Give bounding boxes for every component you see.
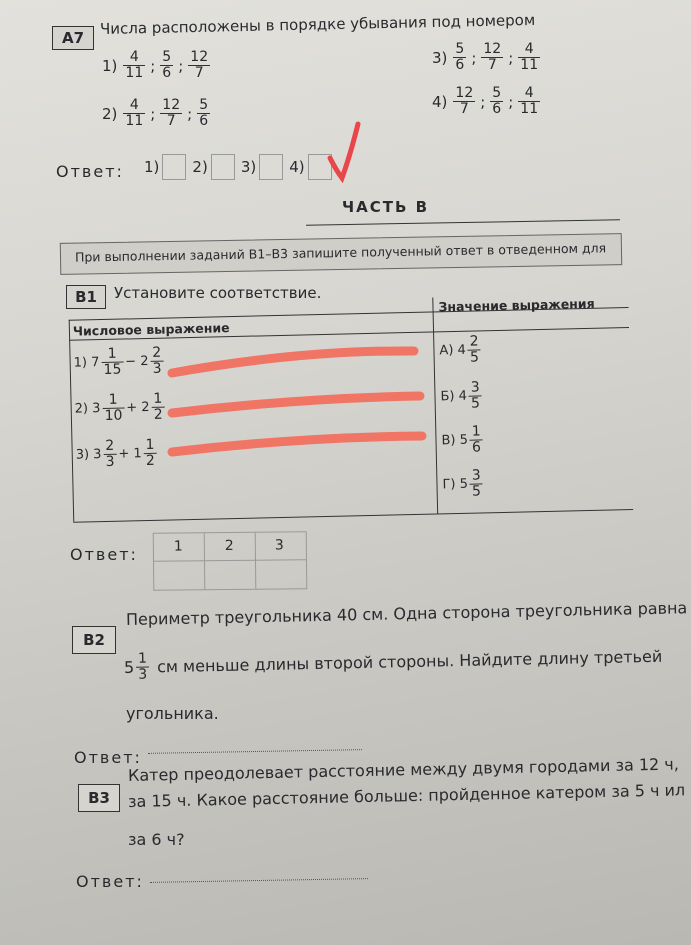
b1-value-d: Г) 5 3 5 bbox=[442, 467, 482, 500]
b1-question: Установите соответствие. bbox=[114, 284, 322, 302]
part-b-title: ЧАСТЬ В bbox=[342, 198, 430, 216]
b1-value-b: Б) 4 3 5 bbox=[440, 379, 481, 412]
b2-line-1: Периметр треугольника 40 см. Одна сторона треугольника равна bbox=[125, 598, 688, 629]
b3-line-2: за 15 ч. Какое расстояние больше: пройденное катером за 5 ч ил bbox=[127, 780, 686, 811]
a7-option-4: 4) 12 7 ; 5 6 ; 4 11 bbox=[432, 85, 539, 117]
part-b-instruction-box: При выполнении заданий В1–В3 запишите полученный ответ в отведенном для bbox=[60, 233, 622, 275]
b1-answer-label: Ответ: bbox=[70, 545, 138, 564]
a7-answer-label: Ответ: bbox=[56, 162, 124, 181]
b3-answer-label: Ответ: bbox=[76, 872, 144, 891]
task-tag-b2: В2 bbox=[72, 626, 116, 654]
a7-option-1: 1) 4 11 ; 5 6 ; 12 7 bbox=[102, 49, 209, 81]
b1-expr-3: 3) 3 2 3 + 1 1 2 bbox=[75, 436, 155, 470]
b1-value-a: А) 4 2 5 bbox=[439, 333, 480, 366]
b1-expr-1: 1) 7 1 15 − 2 2 3 bbox=[73, 344, 162, 378]
b2-line-2: 5 1 3 см меньше длины второй стороны. Найдите длину третьей bbox=[123, 646, 663, 683]
b3-line-1: Катер преодолевает расстояние между двумя городами за 12 ч, bbox=[127, 754, 680, 785]
task-tag-a7: А7 bbox=[52, 26, 94, 50]
b2-line-3: угольника. bbox=[126, 704, 219, 723]
b1-col-right-header: Значение выражения bbox=[438, 295, 595, 315]
a7-option-3: 3) 5 6 ; 12 7 ; 4 11 bbox=[432, 41, 539, 73]
b2-answer-label: Ответ: bbox=[74, 748, 142, 767]
b1-col-left-header: Числовое выражение bbox=[72, 320, 230, 339]
a7-question: Числа расположены в порядке убывания под номером bbox=[99, 10, 536, 38]
task-tag-b3: В3 bbox=[78, 784, 120, 812]
b1-expr-2: 2) 3 1 10 + 2 1 2 bbox=[74, 390, 163, 424]
a7-answer-boxes: 1) 2) 3) 4) bbox=[144, 154, 338, 180]
b1-answer-grid: 1 2 3 bbox=[153, 531, 308, 591]
b3-line-3: за 6 ч? bbox=[128, 830, 185, 849]
task-tag-b1: В1 bbox=[66, 285, 106, 309]
a7-option-2: 2) 4 11 ; 12 7 ; 5 6 bbox=[102, 97, 209, 129]
b1-value-c: В) 5 1 6 bbox=[441, 423, 482, 456]
